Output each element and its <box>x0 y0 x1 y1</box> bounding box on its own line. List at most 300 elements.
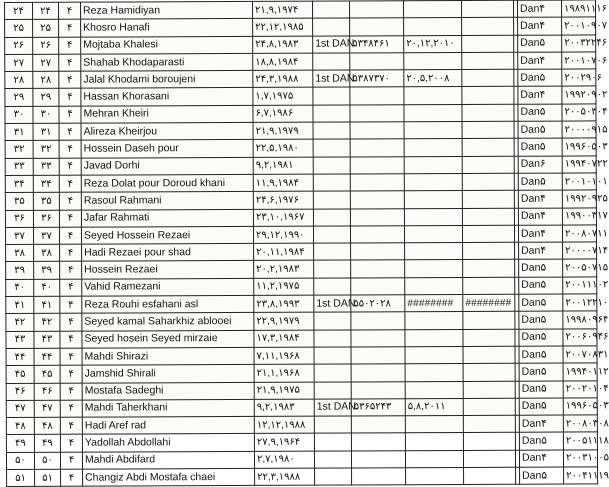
birth-date: ۲۱,۹,۱۹۷۵ <box>254 382 314 400</box>
member-name: Seyed kamal Saharkhiz ablooei <box>82 313 254 331</box>
dan-rank: Dan۵ <box>519 381 563 398</box>
id-number: ۲۰۰۱۰۱۰۱ <box>562 173 596 190</box>
overflow-cell <box>462 208 514 226</box>
grade-label: 1st DAN <box>314 399 351 416</box>
dan-level: ۴ <box>60 296 82 313</box>
overflow-cell <box>462 18 514 36</box>
id-number: ۲۰۰۲۹۰۶ <box>562 69 596 86</box>
member-name: Reza Rouhi esfahani asl <box>82 295 254 313</box>
dan-rank: Dan۵ <box>519 311 563 328</box>
grade-label <box>314 243 351 260</box>
overflow-cell <box>462 35 514 53</box>
certificate-code <box>351 433 405 451</box>
id-number: ۱۹۹۶۰۵۰۳ <box>562 138 596 155</box>
exam-date <box>405 433 463 451</box>
certificate-code <box>350 226 404 244</box>
certificate-code: ۵۳۸۷۳۷۰ <box>350 70 404 88</box>
grade-label <box>313 122 350 139</box>
member-number: ۲۶ <box>33 37 59 54</box>
row-number: ۳۳ <box>5 158 33 175</box>
dan-level: ۴ <box>60 279 82 296</box>
row-number: ۳۰ <box>5 106 33 123</box>
grade-label <box>314 416 351 433</box>
exam-date <box>404 139 462 157</box>
table-body <box>5 0 609 487</box>
overflow-cell <box>463 398 515 416</box>
member-number: ۵۰ <box>34 452 60 469</box>
certificate-code <box>351 381 405 399</box>
overflow-cell <box>463 433 515 451</box>
dan-level: ۴ <box>59 123 81 140</box>
birth-date: ۲۰,۱۱,۱۹۸۴ <box>254 243 314 261</box>
member-number: ۳۱ <box>33 123 59 140</box>
overflow-cell <box>462 225 514 243</box>
exam-date <box>404 225 462 243</box>
birth-date: ۲۰,۲,۱۹۸۳ <box>254 261 314 279</box>
id-number: ۱۹۸۹۱۱۱۶ <box>561 0 595 17</box>
member-name: Hossein Daseh pour <box>81 140 253 158</box>
member-number: ۴۳ <box>34 331 60 348</box>
certificate-code <box>350 139 404 157</box>
birth-date: ۱۲,۱۲,۱۹۸۸ <box>254 416 314 434</box>
grade-label <box>313 139 350 156</box>
grade-label <box>313 87 350 104</box>
dan-rank: Dan۵ <box>518 104 562 121</box>
member-number: ۴۸ <box>34 417 60 434</box>
row-number: ۴۸ <box>6 417 34 434</box>
exam-date <box>405 346 463 364</box>
dan-rank: Dan۵ <box>519 329 563 346</box>
overflow-cell <box>462 156 514 174</box>
exam-date: ######## <box>405 295 463 313</box>
birth-date: ۶,۷,۱۹۸۶ <box>253 105 313 123</box>
id-number: ۲۰۰۵۰۳۰۴ <box>562 104 596 121</box>
dan-level: ۴ <box>61 469 83 486</box>
row-number: ۴۰ <box>6 279 34 296</box>
row-number: ۴۹ <box>6 435 34 452</box>
overflow-cell <box>462 139 514 157</box>
grade-label <box>314 451 351 468</box>
grade-label <box>313 157 350 174</box>
exam-date <box>405 329 463 347</box>
dan-rank: Dan۵ <box>520 467 564 484</box>
exam-date <box>404 18 462 36</box>
overflow-cell <box>463 260 515 278</box>
dan-level: ۴ <box>59 192 81 209</box>
member-name: Vahid Ramezani <box>82 278 254 296</box>
dan-level: ۴ <box>60 383 82 400</box>
id-number: ۱۹۹۸۰۹۶۴ <box>563 311 597 328</box>
grade-label <box>314 312 351 329</box>
dan-level: ۴ <box>59 210 81 227</box>
overflow-cell <box>462 52 514 70</box>
row-number: ۲۶ <box>5 37 33 54</box>
id-number: ۲۰۰۸۰۷۱۱ <box>562 225 596 242</box>
overflow-cell <box>463 242 515 260</box>
overflow-cell <box>463 329 515 347</box>
member-number: ۴۰ <box>34 279 60 296</box>
dan-rank: Dan۴ <box>518 225 562 242</box>
id-number: ۲۰۰۰۰۹۱۵ <box>562 121 596 138</box>
row-number: ۲۸ <box>5 72 33 89</box>
id-number: ۱۹۹۰۰۳۱۷ <box>562 207 596 224</box>
certificate-code <box>350 174 404 192</box>
certificate-code <box>350 105 404 123</box>
dan-rank: Dan۵ <box>519 346 563 363</box>
member-number: ۲۹ <box>33 89 59 106</box>
id-number: ۱۹۹۴۰۷۲۲ <box>562 156 596 173</box>
exam-date <box>405 364 463 382</box>
exam-date <box>404 104 462 122</box>
id-number: ۱۹۹۲۰۹۰۲ <box>562 86 596 103</box>
dan-level: ۴ <box>60 365 82 382</box>
dan-rank: Dan۵ <box>519 277 563 294</box>
grade-label <box>313 191 350 208</box>
overflow-cell <box>462 191 514 209</box>
overflow-cell <box>462 173 514 191</box>
dan-rank: Dan۵ <box>518 69 562 86</box>
overflow-cell <box>463 312 515 330</box>
member-name: Seyed Hossein Rezaei <box>81 226 253 244</box>
dan-rank: Dan۴ <box>519 415 563 432</box>
member-number: ۴۶ <box>34 383 60 400</box>
member-number: ۳۹ <box>34 262 60 279</box>
member-name: Hossein Rezaei <box>82 261 254 279</box>
member-name: Jalal Khodami boroujeni <box>81 71 253 89</box>
member-name: Yadollah Abdollahi <box>82 434 254 452</box>
overflow-cell <box>463 450 515 468</box>
member-number: ۲۷ <box>33 54 59 71</box>
birth-date: ۹,۲,۱۹۸۳ <box>254 399 314 417</box>
exam-date: ۲۰,۱۲,۲۰۱۰ <box>404 35 462 53</box>
member-name: Hadi Rezaei pour shad <box>82 244 254 262</box>
member-name: Mostafa Sadeghi <box>82 382 254 400</box>
row-number: ۴۶ <box>6 383 34 400</box>
row-number: ۴۷ <box>6 400 34 417</box>
overflow-cell <box>463 381 515 399</box>
dan-level: ۴ <box>60 417 82 434</box>
id-number: ۲۰۰۶۰۹۴۶ <box>563 329 597 346</box>
member-number: ۳۲ <box>33 141 59 158</box>
exam-date: ۲۰,۵,۲۰۰۸ <box>404 70 462 88</box>
dan-level: ۴ <box>59 175 81 192</box>
row-number: ۲۷ <box>5 54 33 71</box>
exam-date <box>405 381 463 399</box>
dan-level: ۴ <box>60 244 82 261</box>
birth-date: ۲۲,۱۲,۱۹۸۵ <box>253 18 313 36</box>
certificate-code <box>351 312 405 330</box>
id-number: ۲۰۰۵۰۷۱۵ <box>563 259 597 276</box>
dan-level: ۴ <box>59 106 81 123</box>
member-number: ۴۹ <box>34 435 60 452</box>
certificate-code <box>351 329 405 347</box>
dan-level: ۴ <box>59 89 81 106</box>
dan-level: ۴ <box>59 158 81 175</box>
id-number: ۱۹۹۶۰۵۰۳ <box>563 398 597 415</box>
birth-date: ۲۱,۱,۱۹۶۸ <box>254 364 314 382</box>
grade-label <box>313 226 350 243</box>
member-name: Mahdi Taherkhani <box>82 399 254 417</box>
certificate-code <box>350 208 404 226</box>
id-number: ۲۰۰۱۰۷۰۶ <box>562 52 596 69</box>
id-number: ۱۹۹۴۰۱۱۲ <box>563 363 597 380</box>
grade-label: 1st DAN <box>313 36 350 53</box>
dan-rank: Dan۴ <box>517 0 561 17</box>
grade-label <box>314 347 351 364</box>
grade-label <box>313 209 350 226</box>
exam-date <box>404 156 462 174</box>
id-number: ۲۰۰۱۰۹۰۷ <box>562 17 596 34</box>
row-number: ۴۴ <box>6 348 34 365</box>
dan-rank: Dan۴ <box>519 450 563 467</box>
member-name: Jafar Rahmati <box>81 209 253 227</box>
member-number: ۴۲ <box>34 314 60 331</box>
dan-level: ۴ <box>60 262 82 279</box>
exam-date <box>406 468 464 486</box>
grade-label <box>313 18 350 35</box>
certificate-code <box>351 260 405 278</box>
member-number: ۴۱ <box>34 296 60 313</box>
id-number: ۲۰۰۲۰۱۰۴ <box>563 380 597 397</box>
dan-rank: Dan۴ <box>518 87 562 104</box>
grade-label <box>312 1 349 18</box>
exam-date <box>404 191 462 209</box>
member-name: Hadi Aref rad <box>82 417 254 435</box>
certificate-code <box>351 450 405 468</box>
birth-date: ۱۷,۳,۱۹۸۴ <box>254 330 314 348</box>
grade-label <box>313 53 350 70</box>
exam-date: ۵,۸,۲۰۱۱ <box>405 398 463 416</box>
dan-rank: Dan۵ <box>518 138 562 155</box>
id-number: ۲۰۰۸۰۳۰۸ <box>563 415 597 432</box>
dan-level: ۴ <box>60 331 82 348</box>
dan-level: ۴ <box>59 227 81 244</box>
row-number: ۳۲ <box>5 141 33 158</box>
id-number: ۲۰۰۵۱۱۱۸ <box>563 432 597 449</box>
dan-rank: Dan۵ <box>518 121 562 138</box>
dan-level: ۴ <box>60 452 82 469</box>
id-number: ۱۹۹۲۰۹۲۵ <box>562 190 596 207</box>
id-number: ۲۰۰۱۲۲۱۰ <box>563 294 597 311</box>
row-number: ۲۵ <box>5 20 33 37</box>
exam-date <box>405 416 463 434</box>
member-number: ۲۵ <box>33 20 59 37</box>
certificate-code <box>351 364 405 382</box>
exam-date <box>404 208 462 226</box>
member-number: ۴۴ <box>34 348 60 365</box>
member-name: Reza Dolat pour Doroud khani <box>81 174 253 192</box>
birth-date: ۲۹,۱۲,۱۹۹۰ <box>253 226 313 244</box>
overflow-cell <box>462 87 514 105</box>
grade-label: 1st DAN <box>313 70 350 87</box>
member-name: Hassan Khorasani <box>81 88 253 106</box>
row-number: ۲۴ <box>5 2 33 19</box>
member-number: ۳۳ <box>33 158 59 175</box>
row-number: ۴۱ <box>6 296 34 313</box>
dan-rank: Dan۵ <box>519 398 563 415</box>
dan-register-table <box>4 0 609 487</box>
overflow-cell <box>463 346 515 364</box>
member-name: Mahdi Shirazi <box>82 347 254 365</box>
birth-date: ۲۲,۹,۱۹۷۹ <box>254 312 314 330</box>
dan-rank: Dan۵ <box>518 35 562 52</box>
overflow-cell <box>462 69 514 87</box>
certificate-code <box>350 18 404 36</box>
id-number: ۲۰۰۱۱۱۰۲ <box>563 277 597 294</box>
overflow-cell <box>463 277 515 295</box>
birth-date: ۲,۷,۱۹۸۰ <box>254 451 314 469</box>
birth-date: ۲۲,۵,۱۹۸۰ <box>253 140 313 158</box>
grade-label <box>315 468 352 485</box>
table-row <box>7 467 598 487</box>
dan-level: ۴ <box>59 71 81 88</box>
exam-date <box>405 312 463 330</box>
exam-date <box>404 122 462 140</box>
member-number: ۵۱ <box>35 469 61 486</box>
overflow-cell <box>462 104 514 122</box>
grade-label <box>314 278 351 295</box>
member-number: ۳۵ <box>33 193 59 210</box>
birth-date: ۲۷,۹,۱۹۶۴ <box>254 434 314 452</box>
member-name: Rasoul Rahmani <box>81 192 253 210</box>
dan-rank: Dan۵ <box>518 173 562 190</box>
member-number: ۳۸ <box>34 244 60 261</box>
row-number: ۳۴ <box>5 175 33 192</box>
grade-label <box>314 330 351 347</box>
dan-level: ۴ <box>60 348 82 365</box>
member-name: Khosro Hanafi <box>81 19 253 37</box>
dan-rank: Dan۵ <box>519 363 563 380</box>
dan-level: ۴ <box>59 54 81 71</box>
row-number: ۳۷ <box>5 227 33 244</box>
certificate-code <box>352 468 406 486</box>
certificate-code <box>349 1 403 19</box>
id-number: ۲۰۰۴۱۱۱۹ <box>564 467 598 484</box>
exam-date <box>405 277 463 295</box>
member-name: Mehran Kheiri <box>81 105 253 123</box>
dan-rank: Dan۴ <box>518 52 562 69</box>
row-number: ۴۳ <box>6 331 34 348</box>
overflow-cell <box>463 364 515 382</box>
member-number: ۲۸ <box>33 71 59 88</box>
member-name: Mojtaba Khalesi <box>81 36 253 54</box>
member-name: Javad Dorhi <box>81 157 253 175</box>
grade-label <box>314 364 351 381</box>
member-name: Jamshid Shirali <box>82 365 254 383</box>
dan-level: ۴ <box>60 314 82 331</box>
overflow-cell <box>461 0 513 18</box>
birth-date: ۱۱,۹,۱۹۸۴ <box>253 174 313 192</box>
grade-label <box>314 260 351 277</box>
member-number: ۳۶ <box>33 210 59 227</box>
exam-date <box>404 87 462 105</box>
dan-level: ۴ <box>60 435 82 452</box>
member-number: ۲۴ <box>33 2 59 19</box>
certificate-code <box>350 53 404 71</box>
grade-label <box>313 174 350 191</box>
row-number: ۳۸ <box>6 245 34 262</box>
scanned-document <box>4 0 609 484</box>
row-number: ۳۱ <box>5 123 33 140</box>
dan-level: ۴ <box>60 400 82 417</box>
member-name: Mahdi Abdifard <box>82 451 254 469</box>
birth-date: ۱۸,۸,۱۹۸۴ <box>253 53 313 71</box>
birth-date: ۹,۲,۱۹۸۱ <box>253 157 313 175</box>
dan-rank: Dan۶ <box>518 156 562 173</box>
certificate-code <box>351 243 405 261</box>
birth-date: ۲۳,۸,۱۹۹۳ <box>254 295 314 313</box>
birth-date: ۷,۱۱,۱۹۶۸ <box>254 347 314 365</box>
row-number: ۵۰ <box>6 452 34 469</box>
member-name: Shahab Khodaparasti <box>81 53 253 71</box>
birth-date: ۱,۷,۱۹۷۵ <box>253 88 313 106</box>
member-number: ۴۷ <box>34 400 60 417</box>
birth-date: ۲۴,۳,۱۹۸۸ <box>253 70 313 88</box>
id-number: ۲۰۰۳۲۲۴۶ <box>562 35 596 52</box>
overflow-cell <box>462 121 514 139</box>
dan-level: ۴ <box>59 2 81 19</box>
dan-rank: Dan۵ <box>519 260 563 277</box>
certificate-code <box>351 347 405 365</box>
id-number: ۲۰۰۷۰۸۳۱ <box>563 346 597 363</box>
row-number: ۴۵ <box>6 366 34 383</box>
row-number: ۳۹ <box>6 262 34 279</box>
member-name: Alireza Kheirjou <box>81 122 253 140</box>
certificate-code: ۵۳۶۵۲۴۳ <box>351 399 405 417</box>
birth-date: ۲۴,۶,۱۹۷۶ <box>253 191 313 209</box>
certificate-code <box>350 122 404 140</box>
grade-label <box>313 105 350 122</box>
row-number: ۲۹ <box>5 89 33 106</box>
birth-date: ۱۱,۲,۱۹۷۵ <box>254 278 314 296</box>
exam-date <box>405 450 463 468</box>
row-number: ۳۵ <box>5 193 33 210</box>
certificate-code <box>350 191 404 209</box>
certificate-code <box>351 416 405 434</box>
birth-date: ۲۱,۹,۱۹۷۴ <box>252 1 312 19</box>
birth-date: ۲۲,۳,۱۹۸۸ <box>255 468 315 486</box>
certificate-code <box>351 278 405 296</box>
exam-date <box>403 1 461 19</box>
exam-date <box>405 243 463 261</box>
row-number: ۳۶ <box>5 210 33 227</box>
overflow-cell <box>463 415 515 433</box>
dan-rank: Dan۵ <box>519 432 563 449</box>
certificate-code: ۵۵۰۲۰۲۸ <box>351 295 405 313</box>
grade-label <box>314 433 351 450</box>
birth-date: ۲۳,۱۰,۱۹۶۷ <box>253 209 313 227</box>
id-number: ۲۰۰۰۰۷۱۴ <box>563 242 597 259</box>
overflow-cell <box>464 467 516 485</box>
dan-rank: Dan۴ <box>519 242 563 259</box>
member-name: Changiz Abdi Mostafa chaei <box>83 468 255 486</box>
member-number: ۳۴ <box>33 175 59 192</box>
certificate-code <box>350 156 404 174</box>
birth-date: ۲۴,۸,۱۹۸۳ <box>253 36 313 54</box>
certificate-code: ۵۳۴۸۴۶۱ <box>350 35 404 53</box>
dan-rank: Dan۴ <box>518 17 562 34</box>
id-number: ۲۰۰۳۱۰۰۵ <box>563 450 597 467</box>
exam-date <box>405 260 463 278</box>
grade-label <box>314 382 351 399</box>
member-name: Reza Hamidiyan <box>81 1 253 19</box>
dan-level: ۴ <box>59 141 81 158</box>
exam-date <box>404 173 462 191</box>
row-number: ۵۱ <box>7 469 35 486</box>
row-number: ۴۲ <box>6 314 34 331</box>
exam-date <box>404 52 462 70</box>
birth-date: ۲۱,۹,۱۹۷۹ <box>253 122 313 140</box>
